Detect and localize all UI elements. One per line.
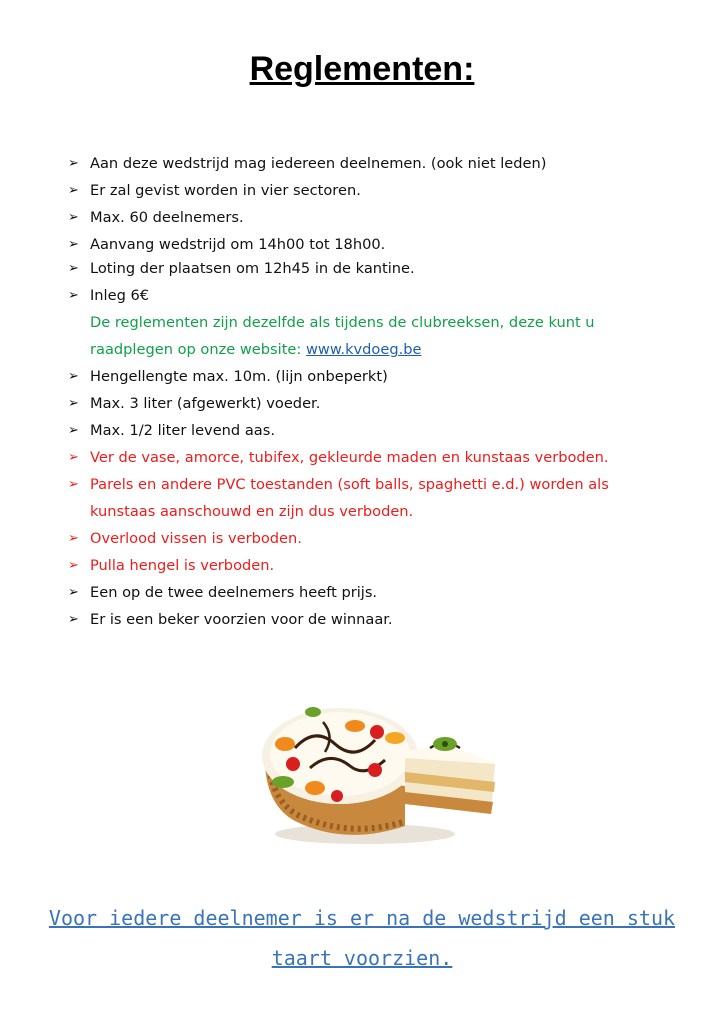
arrow-bullet-icon: ➢: [68, 261, 79, 276]
rule-text: Aanvang wedstrijd om 14h00 tot 18h00.: [90, 236, 386, 253]
page-title: Reglementen:: [249, 50, 475, 88]
list-item: [68, 231, 688, 258]
list-item: [68, 606, 688, 633]
list-item: [68, 444, 688, 471]
footer-line-1: Voor iedere deelnemer is er na de wedstrijd een stuk: [48, 906, 676, 930]
list-item: [68, 363, 688, 390]
list-item: [68, 525, 688, 552]
rule-text: Hengellengte max. 10m. (lijn onbeperkt): [90, 368, 388, 385]
rule-text: Inleg 6€: [90, 287, 150, 304]
rule-text: Parels en andere PVC toestanden (soft balls, spaghetti e.d.) worden als: [90, 476, 609, 493]
note-text: raadplegen op onze website:: [90, 341, 306, 358]
cake-image: [255, 686, 505, 851]
arrow-bullet-icon: ➢: [68, 558, 79, 573]
list-item-continuation: [68, 498, 688, 525]
arrow-bullet-icon: ➢: [68, 423, 79, 438]
rule-text: Ver de vase, amorce, tubifex, gekleurde maden en kunstaas verboden.: [90, 449, 609, 466]
arrow-bullet-icon: ➢: [68, 396, 79, 411]
rule-text: Er zal gevist worden in vier sectoren.: [90, 182, 361, 199]
list-item: [68, 282, 688, 309]
arrow-bullet-icon: ➢: [68, 183, 79, 198]
rule-text: kunstaas aanschouwd en zijn dus verboden.: [90, 503, 414, 520]
list-item: [68, 390, 688, 417]
list-item: [68, 417, 688, 444]
arrow-bullet-icon: ➢: [68, 450, 79, 465]
rule-text: Max. 60 deelnemers.: [90, 209, 244, 226]
arrow-bullet-icon: ➢: [68, 531, 79, 546]
rule-text: Max. 3 liter (afgewerkt) voeder.: [90, 395, 321, 412]
list-item: [68, 177, 688, 204]
website-link[interactable]: www.kvdoeg.be: [305, 341, 422, 358]
list-item: [68, 552, 688, 579]
rule-text: Een op de twee deelnemers heeft prijs.: [90, 584, 378, 601]
rule-text: Pulla hengel is verboden.: [90, 557, 275, 574]
list-item: [68, 579, 688, 606]
rule-text: Max. 1/2 liter levend aas.: [90, 422, 275, 439]
footer-line-2: taart voorzien.: [271, 946, 453, 970]
arrow-bullet-icon: ➢: [68, 369, 79, 384]
arrow-bullet-icon: ➢: [68, 237, 79, 252]
note-text: De reglementen zijn dezelfde als tijdens de clubreeksen, deze kunt u: [90, 314, 595, 331]
arrow-bullet-icon: ➢: [68, 288, 79, 303]
rule-text: Overlood vissen is verboden.: [90, 530, 302, 547]
rule-text: Aan deze wedstrijd mag iedereen deelnemen. (ook niet leden): [90, 155, 547, 172]
arrow-bullet-icon: ➢: [68, 585, 79, 600]
club-rules-note: [68, 309, 688, 336]
rule-text: Loting der plaatsen om 12h45 in de kantine.: [90, 260, 415, 277]
rules-list: [68, 150, 688, 633]
club-rules-note-2: [68, 336, 688, 363]
arrow-bullet-icon: ➢: [68, 210, 79, 225]
list-item: [68, 255, 688, 282]
footer-message: [40, 898, 684, 978]
list-item: [68, 150, 688, 177]
list-item: [68, 471, 688, 498]
arrow-bullet-icon: ➢: [68, 612, 79, 627]
arrow-bullet-icon: ➢: [68, 156, 79, 171]
arrow-bullet-icon: ➢: [68, 477, 79, 492]
rule-text: Er is een beker voorzien voor de winnaar.: [90, 611, 393, 628]
list-item: [68, 204, 688, 231]
